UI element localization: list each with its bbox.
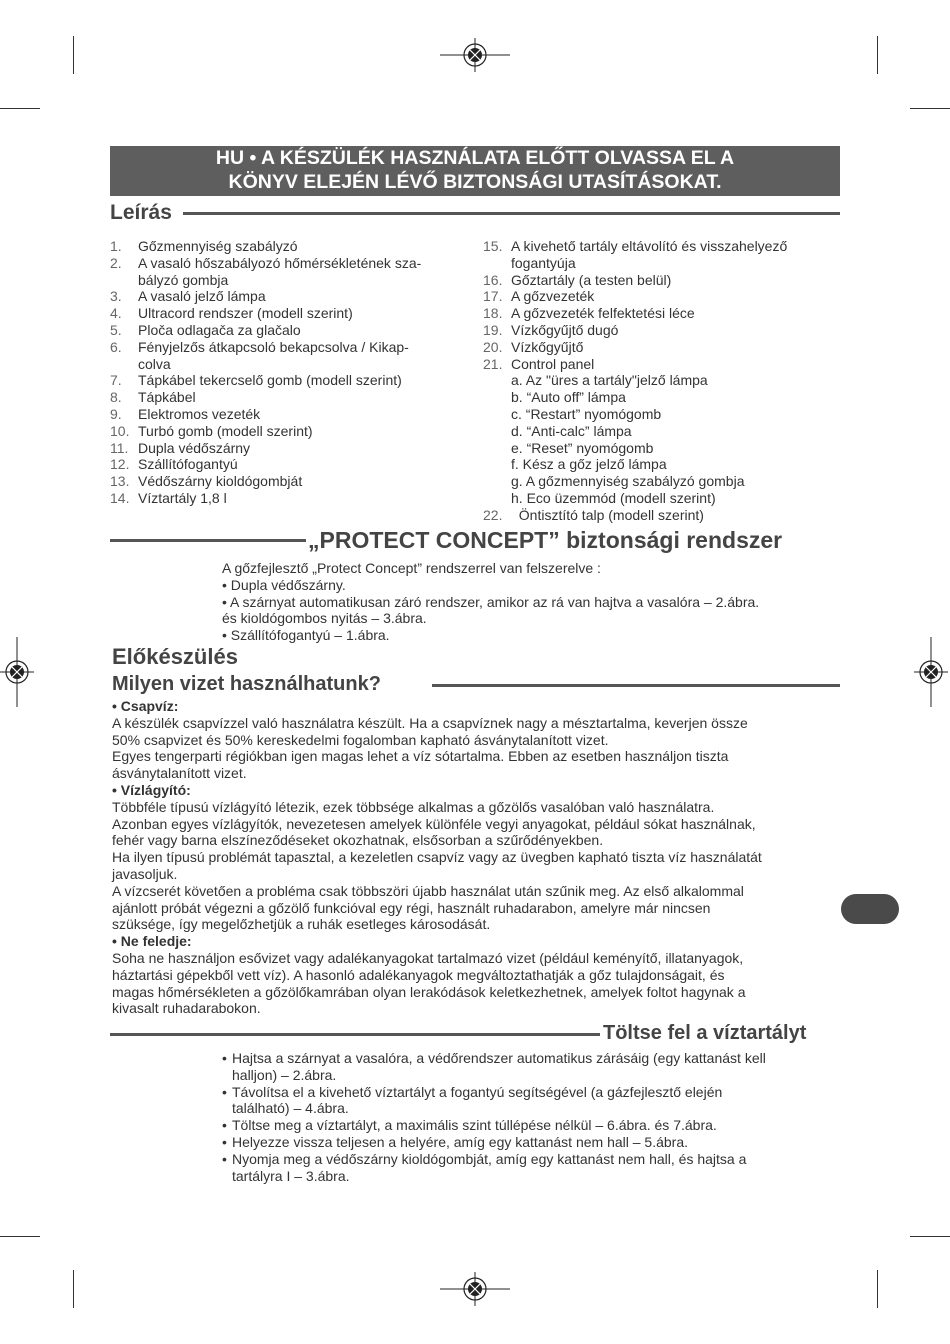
- list-item: 17. A gőzvezeték: [483, 288, 595, 305]
- paragraph-line: szüksége, így megelőzhetjük a ruhák esetleges károsodását.: [112, 916, 491, 933]
- list-item: 21. Control panel: [483, 355, 595, 372]
- protect-intro: A gőzfejlesztő „Protect Concept” rendszerrel van felszerelve :: [222, 560, 601, 576]
- paragraph-line: ásványtalanított vizet.: [112, 765, 247, 782]
- paragraph-line: A vízcserét követően a probléma csak többszöri újabb használat után szűnik meg. Az első alkalommal: [112, 882, 744, 899]
- list-item: 16. Gőztartály (a testen belül): [483, 271, 672, 288]
- fill-bullet: • Helyezze vissza teljesen a helyére, amíg egy kattanást nem hall – 5.ábra.: [222, 1134, 842, 1151]
- list-item: h. Eco üzemmód (modell szerint): [511, 489, 716, 506]
- fill-bullet: • Távolítsa el a kivehető víztartályt a fogantyú segítségével (a gázfejlesztő elején: [222, 1084, 842, 1101]
- paragraph-line: háztartási gépekből vett víz). A hasonló adalékanyagok megváltoztathatják a gőz tulajdonságait, és: [112, 966, 725, 983]
- list-item: bályzó gombja: [138, 271, 229, 288]
- list-item: 3. A vasaló jelző lámpa: [110, 288, 266, 305]
- vizlagyito-label: • Vízlágyító:: [112, 781, 191, 798]
- registration-mark-icon: [0, 637, 34, 707]
- list-item: 15. A kivehető tartály eltávolító és visszahelyező: [483, 238, 788, 254]
- fill-bullet-cont: tartályra I – 3.ábra.: [232, 1167, 350, 1184]
- crop-mark: [910, 108, 950, 109]
- paragraph-line: Azonban egyes vízlágyítók, nevezetesen amelyek különféle vegyi anyagokat, például sókat használnak,: [112, 815, 756, 832]
- list-item: f. Kész a gőz jelző lámpa: [511, 456, 667, 473]
- list-item: 11. Dupla védőszárny: [110, 439, 251, 456]
- list-item: 8. Tápkábel: [110, 389, 196, 406]
- list-item: 14. Víztartály 1,8 l: [110, 489, 227, 506]
- prep-body: [112, 698, 842, 1017]
- paragraph-line: Többféle típusú vízlágyító létezik, ezek többsége alkalmas a gőzölős vasalóban való használatra.: [112, 798, 715, 815]
- paragraph-line: A készülék csapvízzel való használatra készült. Ha a csapvíznek nagy a mésztartalma, keverjen össze: [112, 714, 748, 731]
- safety-header: [110, 146, 840, 196]
- list-item: d. “Anti-calc” lámpa: [511, 422, 632, 439]
- list-item: 12. Szállítófogantyú: [110, 456, 238, 473]
- paragraph-line: Egyes tengerparti régiókban igen magas lehet a víz sótartalma. Ebben az esetben használjon tiszta: [112, 748, 729, 765]
- paragraph-line: 50% csapvizet és 50% kereskedelmi fogalomban kapható ásványtalanított vizet.: [112, 731, 609, 748]
- protect-bullet-1: • Dupla védőszárny.: [222, 576, 346, 593]
- list-item: b. “Auto off” lámpa: [511, 389, 626, 406]
- paragraph-line: Ha ilyen típusú problémát tapasztal, a kezeletlen csapvíz vagy az üvegben kapható tiszta víz használatát: [112, 849, 762, 866]
- leiras-rule: [183, 212, 840, 215]
- leiras-list-left: [110, 238, 455, 507]
- crop-mark: [0, 1236, 40, 1237]
- fill-body: [222, 1050, 842, 1184]
- list-item: 13. Védőszárny kioldógombját: [110, 473, 303, 490]
- list-item: 7. Tápkábel tekercselő gomb (modell szerint): [110, 372, 402, 389]
- list-item: 20. Vízkőgyűjtő: [483, 338, 584, 355]
- fill-rule: [110, 1033, 600, 1036]
- crop-mark: [910, 1236, 950, 1237]
- fill-title: Töltse fel a víztartályt: [603, 1022, 807, 1044]
- list-item: 19. Vízkőgyűjtő dugó: [483, 321, 619, 338]
- prep-rule: [432, 684, 840, 687]
- paragraph-line: ajánlott próbát végezni a gőzölő funkcióval egy régi, használt ruhadarabon, amelyre már nincsen: [112, 899, 711, 916]
- paragraph-line: kivasalt ruhadarabokon.: [112, 1000, 261, 1017]
- crop-mark: [0, 108, 40, 109]
- prep-subtitle: Milyen vizet használhatunk?: [112, 673, 381, 695]
- protect-bullet-3: • Szállítófogantyú – 1.ábra.: [222, 627, 390, 644]
- protect-body: [222, 560, 840, 644]
- registration-mark-icon: [440, 38, 510, 72]
- list-item: fogantyúja: [511, 254, 576, 271]
- list-item: 2. A vasaló hőszabályozó hőmérsékletének sza-: [110, 254, 422, 271]
- list-item: colva: [138, 355, 171, 372]
- list-item: 18. A gőzvezeték felfektetési léce: [483, 305, 695, 322]
- list-item: 9. Elektromos vezeték: [110, 405, 261, 422]
- list-item: g. A gőzmennyiség szabályzó gombja: [511, 473, 745, 490]
- fill-bullet: • Nyomja meg a védőszárny kioldógombját, amíg egy kattanást nem hall, és hajtsa a: [222, 1151, 842, 1168]
- crop-mark: [877, 36, 878, 74]
- list-item: 6. Fényjelzős átkapcsoló bekapcsolva / Kikap-: [110, 338, 409, 355]
- leiras-list-right: [483, 238, 840, 524]
- list-item: a. Az "üres a tartály"jelző lámpa: [511, 372, 708, 389]
- list-item: c. “Restart” nyomógomb: [511, 405, 662, 422]
- language-tab-marker: [841, 894, 899, 924]
- list-item: 22. Öntisztító talp (modell szerint): [483, 506, 704, 523]
- crop-mark: [73, 36, 74, 74]
- csapviz-label: • Csapvíz:: [112, 698, 179, 714]
- list-item: 1. Gőzmennyiség szabályzó: [110, 238, 298, 254]
- protect-title: „PROTECT CONCEPT” biztonsági rendszer: [308, 527, 783, 553]
- fill-bullet: • Hajtsa a szárnyat a vasalóra, a védőrendszer automatikus zárásáig (egy kattanást kell: [222, 1050, 842, 1067]
- fill-bullet-cont: található) – 4.ábra.: [232, 1100, 349, 1117]
- crop-mark: [73, 1270, 74, 1308]
- protect-bullet-2: • A szárnyat automatikusan záró rendszer, amikor az rá van hajtva a vasalóra – 2.ábra.: [222, 593, 760, 610]
- protect-rule: [110, 539, 306, 542]
- list-item: 4. Ultracord rendszer (modell szerint): [110, 305, 353, 322]
- ne-feledje-label: • Ne feledje:: [112, 933, 192, 950]
- paragraph-line: javasoljuk.: [112, 865, 178, 882]
- safety-header-line-2: KÖNYV ELEJÉN LÉVŐ BIZTONSÁGI UTASÍTÁSOKAT.: [228, 171, 722, 193]
- leiras-title: Leírás: [110, 201, 172, 224]
- list-item: e. “Reset” nyomógomb: [511, 439, 654, 456]
- list-item: 10. Turbó gomb (modell szerint): [110, 422, 313, 439]
- list-item: 5. Ploča odlagača za glačalo: [110, 321, 301, 338]
- protect-bullet-2b: és kioldógombos nyitás – 3.ábra.: [222, 610, 427, 627]
- safety-header-line-1: HU • A KÉSZÜLÉK HASZNÁLATA ELŐTT OLVASSA EL A: [215, 147, 735, 169]
- registration-mark-icon: [914, 637, 948, 707]
- crop-mark: [877, 1270, 878, 1308]
- paragraph-line: Soha ne használjon esővizet vagy adalékanyagokat tartalmazó vizet (például keményítő, illatanyagok,: [112, 949, 744, 966]
- prep-title: Előkészülés: [112, 644, 238, 669]
- paragraph-line: magas hőmérsékleten a gőzölőkamrában olyan lerakódások keletkezhetnek, amelyek foltot hagynak a: [112, 983, 746, 1000]
- fill-bullet-cont: halljon) – 2.ábra.: [232, 1066, 337, 1083]
- paragraph-line: fehér vagy barna elszíneződéseket okozhatnak, elsősorban a szűrődényekben.: [112, 832, 604, 849]
- fill-bullet: • Töltse meg a víztartályt, a maximális szint túllépése nélkül – 6.ábra. és 7.ábra.: [222, 1117, 842, 1134]
- registration-mark-icon: [440, 1272, 510, 1306]
